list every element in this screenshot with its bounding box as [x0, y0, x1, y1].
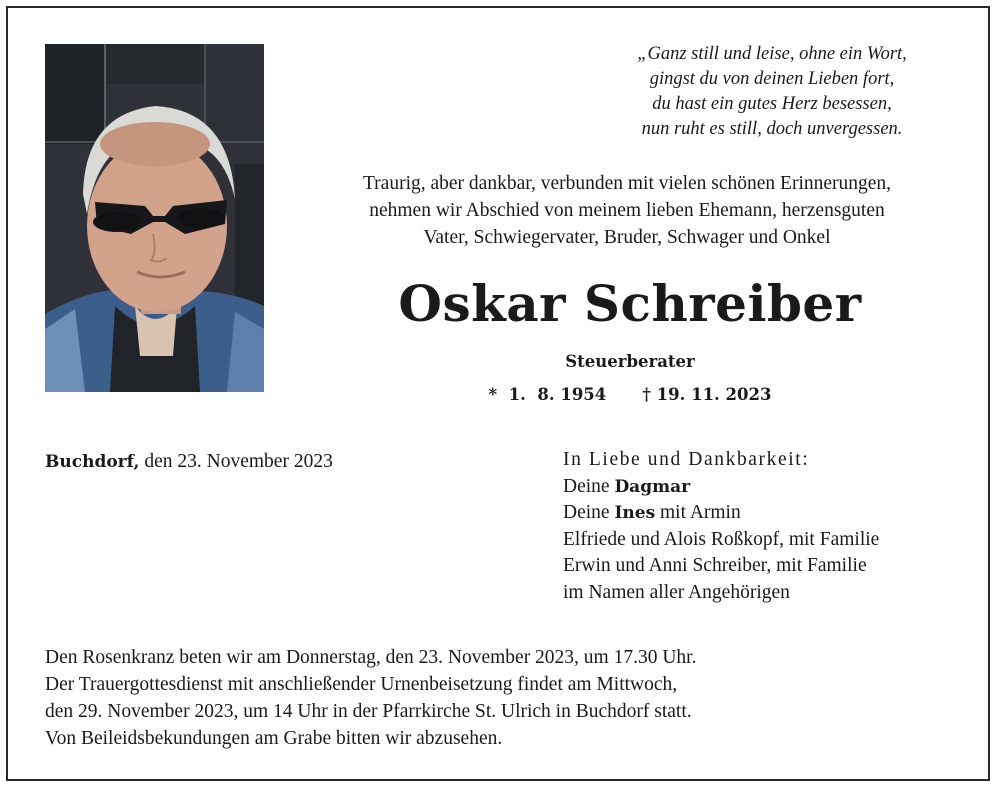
farewell-line: nehmen wir Abschied von meinem lieben Ehemann, herzensguten	[369, 200, 885, 221]
mourner-line: Erwin und Anni Schreiber, mit Familie	[563, 555, 867, 576]
mourner-line	[563, 500, 973, 527]
poem-line: gingst du von deinen Lieben fort,	[649, 69, 895, 89]
mourner-line: Elfriede und Alois Roßkopf, mit Familie	[563, 528, 880, 550]
notice-date: den 23. November 2023	[139, 451, 333, 472]
service-information	[45, 644, 945, 752]
life-dates	[430, 385, 830, 404]
mourner-prefix: Deine	[563, 475, 615, 497]
mourners-heading: In Liebe und Dankbarkeit:	[563, 449, 810, 470]
poem-line: du hast ein gutes Herz besessen,	[652, 94, 892, 114]
service-line: Von Beileidsbekundungen am Grabe bitten wir abzusehen.	[45, 728, 503, 749]
birth-date: * 1. 8. 1954	[488, 385, 607, 404]
mourner-suffix: mit Armin	[655, 502, 741, 523]
place-and-date	[45, 451, 333, 473]
farewell-line: Vater, Schwiegervater, Bruder, Schwager und Onkel	[423, 227, 831, 248]
farewell-text	[292, 170, 962, 251]
portrait-photo	[45, 44, 264, 392]
mourner-name-dagmar: Dagmar	[614, 476, 691, 497]
mourner-line: im Namen aller Angehörigen	[563, 581, 790, 603]
poem-line: „Ganz still und leise, ohne ein Wort,	[637, 44, 907, 64]
deceased-name: Oskar Schreiber	[398, 274, 862, 333]
mourner-prefix: Deine	[563, 502, 615, 523]
mourner-name-ines: Ines	[614, 503, 656, 523]
service-line: Der Trauergottesdienst mit anschließender Urnenbeisetzung findet am Mittwoch,	[45, 674, 678, 695]
mourner-line	[563, 474, 973, 501]
death-date: † 19. 11. 2023	[642, 385, 772, 404]
service-line: Den Rosenkranz beten wir am Donnerstag, den 23. November 2023, um 17.30 Uhr.	[45, 647, 697, 668]
place-town: Buchdorf,	[45, 452, 140, 472]
poem-line: nun ruht es still, doch unvergessen.	[641, 119, 903, 139]
memorial-poem	[592, 42, 952, 142]
mourners-list	[563, 447, 973, 606]
farewell-line: Traurig, aber dankbar, verbunden mit vielen schönen Erinnerungen,	[362, 173, 892, 194]
service-line: den 29. November 2023, um 14 Uhr in der Pfarrkirche St. Ulrich in Buchdorf statt.	[45, 701, 692, 722]
deceased-profession: Steuerberater	[565, 352, 695, 371]
